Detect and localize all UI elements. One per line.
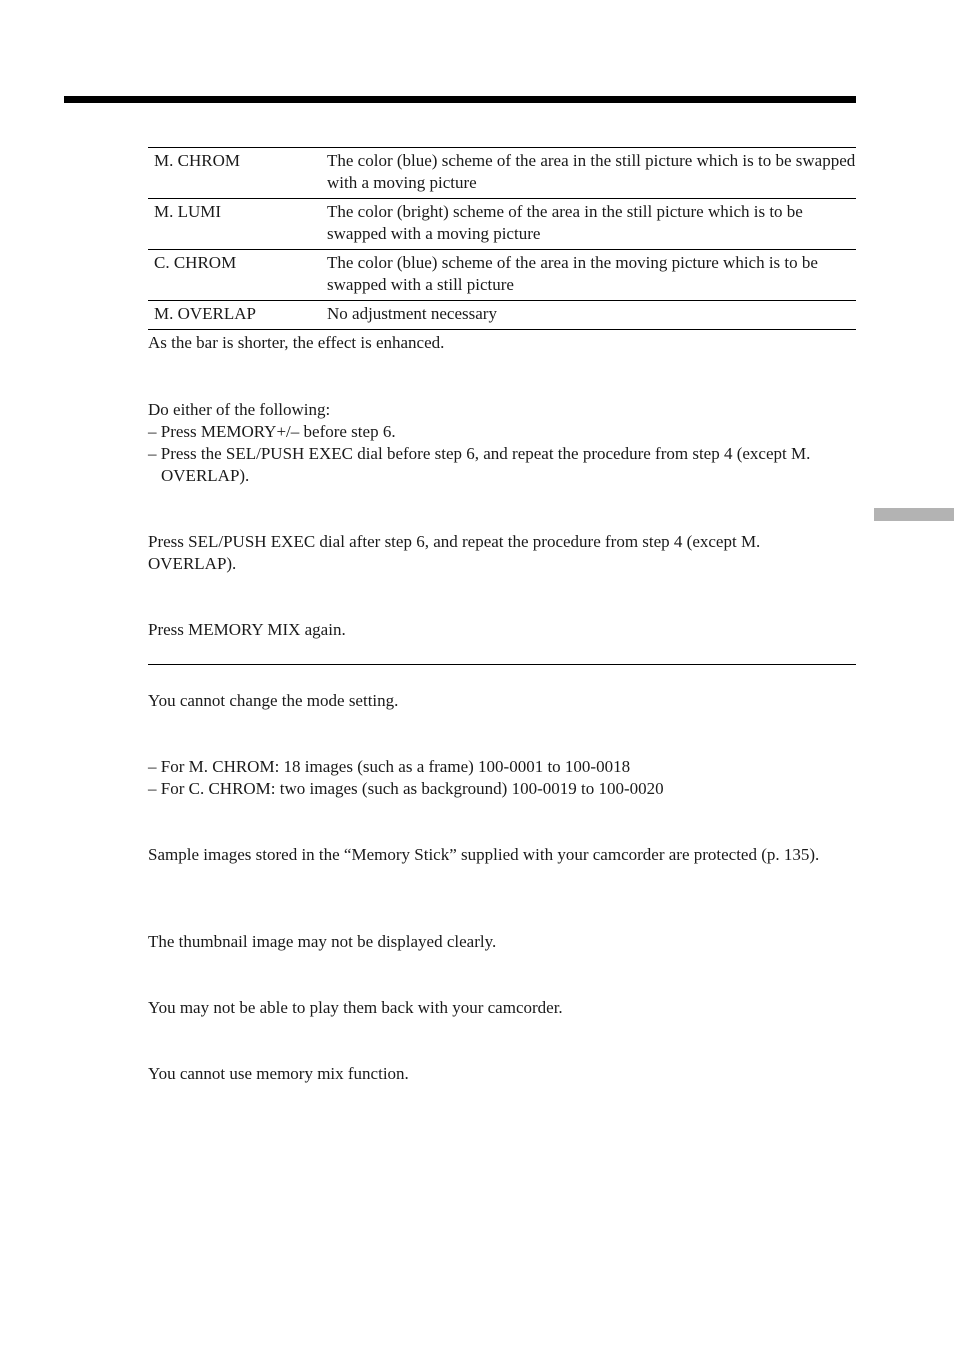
cancel-text: Press MEMORY MIX again. bbox=[148, 620, 346, 639]
table-row bbox=[148, 250, 856, 301]
section-tab bbox=[874, 508, 954, 521]
top-rule bbox=[64, 96, 856, 103]
mode-description: No adjustment necessary bbox=[327, 304, 497, 323]
mode-description: The color (blue) scheme of the area in the still picture which is to be swapped with a moving picture bbox=[327, 151, 856, 192]
change-image-item: – Press MEMORY+/– before step 6. bbox=[148, 422, 396, 441]
mode-name: M. LUMI bbox=[154, 202, 222, 221]
mode-name: C. CHROM bbox=[154, 253, 237, 272]
note-bar: As the bar is shorter, the effect is enhanced. bbox=[148, 333, 445, 352]
change-image-item: – Press the SEL/PUSH EXEC dial before step 6, and repeat the procedure from step 4 (except M. OVERLAP). bbox=[148, 444, 811, 485]
note-sample-item: – For C. CHROM: two images (such as background) 100-0019 to 100-0020 bbox=[148, 779, 664, 798]
table-row bbox=[148, 148, 856, 199]
mode-name: M. OVERLAP bbox=[154, 304, 257, 323]
note-playback: You may not be able to play them back with your camcorder. bbox=[148, 998, 563, 1017]
mode-name: M. CHROM bbox=[154, 151, 240, 170]
change-image-intro: Do either of the following: bbox=[148, 400, 331, 419]
mode-description: The color (blue) scheme of the area in the moving picture which is to be swapped with a still picture bbox=[327, 253, 818, 294]
note-mode-setting: You cannot change the mode setting. bbox=[148, 691, 399, 710]
note-memory-mix: You cannot use memory mix function. bbox=[148, 1064, 409, 1083]
note-protected: Sample images stored in the “Memory Stick” supplied with your camcorder are protected (p. 135). bbox=[148, 845, 820, 864]
table-row bbox=[148, 199, 856, 250]
change-setting-text: Press SEL/PUSH EXEC dial after step 6, and repeat the procedure from step 4 (except M. OVERLAP). bbox=[148, 532, 761, 573]
mode-description: The color (bright) scheme of the area in the still picture which is to be swapped with a moving picture bbox=[327, 202, 803, 243]
note-thumbnail: The thumbnail image may not be displayed clearly. bbox=[148, 932, 497, 951]
section-divider bbox=[148, 664, 856, 665]
note-sample-item: – For M. CHROM: 18 images (such as a frame) 100-0001 to 100-0018 bbox=[148, 757, 631, 776]
table-row bbox=[148, 301, 856, 330]
mode-table bbox=[148, 147, 856, 330]
